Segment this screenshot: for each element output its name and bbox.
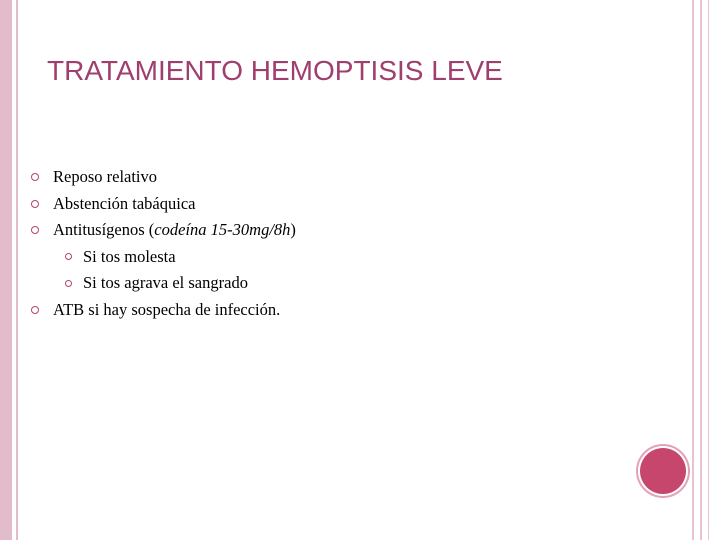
list-item-text-plain: Antitusígenos ( bbox=[53, 220, 155, 240]
left-decor-bar bbox=[0, 0, 12, 540]
list-item bbox=[31, 164, 631, 191]
circle-bullet-icon bbox=[31, 200, 39, 208]
list-item-text bbox=[53, 220, 296, 240]
list-item-text: Abstención tabáquica bbox=[53, 193, 196, 213]
right-decor-line bbox=[692, 0, 694, 540]
list-item-text-italic: codeína 15-30mg/8h bbox=[154, 220, 291, 240]
left-decor-line bbox=[16, 0, 18, 540]
circle-bullet-icon bbox=[65, 253, 72, 260]
circle-bullet-icon bbox=[65, 280, 72, 287]
right-decor-line bbox=[708, 0, 709, 540]
sub-list-item bbox=[31, 270, 631, 297]
list-item-text: ATB si hay sospecha de infección. bbox=[53, 299, 281, 319]
right-decor-line bbox=[700, 0, 702, 540]
circle-bullet-icon bbox=[31, 306, 39, 314]
circle-bullet-icon bbox=[31, 173, 39, 181]
slide-title: TRATAMIENTO HEMOPTISIS LEVE bbox=[47, 55, 503, 86]
sub-list-item-text: Si tos agrava el sangrado bbox=[83, 273, 248, 293]
list-item bbox=[31, 297, 631, 324]
circle-bullet-icon bbox=[31, 226, 39, 234]
list-item bbox=[31, 191, 631, 218]
list-item-text: Reposo relativo bbox=[53, 167, 158, 187]
sub-list-item bbox=[31, 244, 631, 271]
list-item-text-plain: ) bbox=[290, 220, 296, 240]
bullet-list bbox=[31, 164, 631, 323]
sub-list-item-text: Si tos molesta bbox=[83, 246, 176, 266]
decorative-circle bbox=[640, 448, 686, 494]
list-item bbox=[31, 217, 631, 244]
